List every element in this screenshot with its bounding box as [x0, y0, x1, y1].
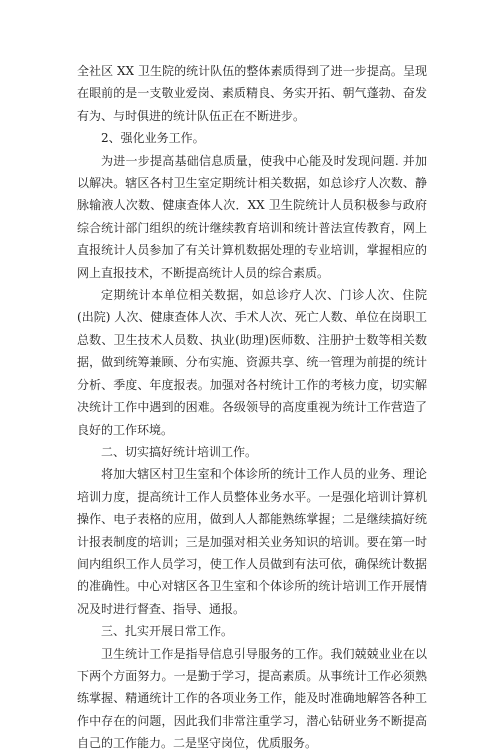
paragraph-regular-statistics: 定期统计本单位相关数据，如总诊疗人次、门诊人次、住院(出院) 人次、健康查体人次、手术人次、死亡人数、单位在岗职工总数、卫生技术人员数、执业(助理)医师数、注册护士数等相关数据，做到统筹兼顾、分布实施、资源共享、统一管理为前提的统计分析、季度、年度报表。加强对各村统计工作的考核力度，切实解决统计工作中遇到的困难。各级领导的高度重视为统计工作营造了良好的工作环境。	[77, 288, 427, 437]
heading-strengthen-business: 2、强化业务工作。	[101, 131, 205, 146]
paragraph-information-quality: 为进一步提高基础信息质量，使我中心能及时发现问题. 并加以解决。辖区各村卫生室定期统计相关数据，如总诊疗人次数、静脉输液人次数、健康查体人次．XX 卫生院统计人员积极参与政府综合统计部门组织的统计继续教育培训和统计普法宣传教育，网上直报统计人员参加了有关计算机数据处理的专业培训，掌握相应的网上直报技术，不断提高统计人员的综合素质。	[77, 153, 427, 280]
paragraph-training-details: 将加大辖区村卫生室和个体诊所的统计工作人员的业务、理论培训力度，提高统计工作人员整体业务水平。一是强化培训计算机操作、电子表格的应用，做到人人都能熟练掌握；二是继续搞好统计报表制度的培训；三是加强对相关业务知识的培训。要在第一时间内组织工作人员学习，使工作人员做到有法可依，确保统计数据的准确性。中心对辖区各卫生室和个体诊所的统计培训工作开展情况及时进行督查、指导、通报。	[77, 467, 427, 616]
heading-daily-work: 三、扎实开展日常工作。	[101, 624, 234, 639]
paragraph-daily-work-details: 卫生统计工作是指导信息引导服务的工作。我们兢兢业业在以下两个方面努力。一是勤于学习，提高素质。从事统计工作必须熟练掌握、精通统计工作的各项业务工作，能及时准确地解答各种工作中存在的问题，因此我们非常注重学习，潜心钻研业务不断提高自己的工作能力。二是坚守岗位，优质服务。	[77, 646, 427, 751]
document-page	[77, 60, 427, 755]
paragraph-team-quality: 全社区 XX 卫生院的统计队伍的整体素质得到了进一步提高。呈现在眼前的是一支敬业爱岗、素质精良、务实开拓、朝气蓬勃、奋发有为、与时俱进的统计队伍正在不断进步。	[77, 64, 427, 123]
heading-training-work: 二、切实搞好统计培训工作。	[101, 444, 258, 459]
